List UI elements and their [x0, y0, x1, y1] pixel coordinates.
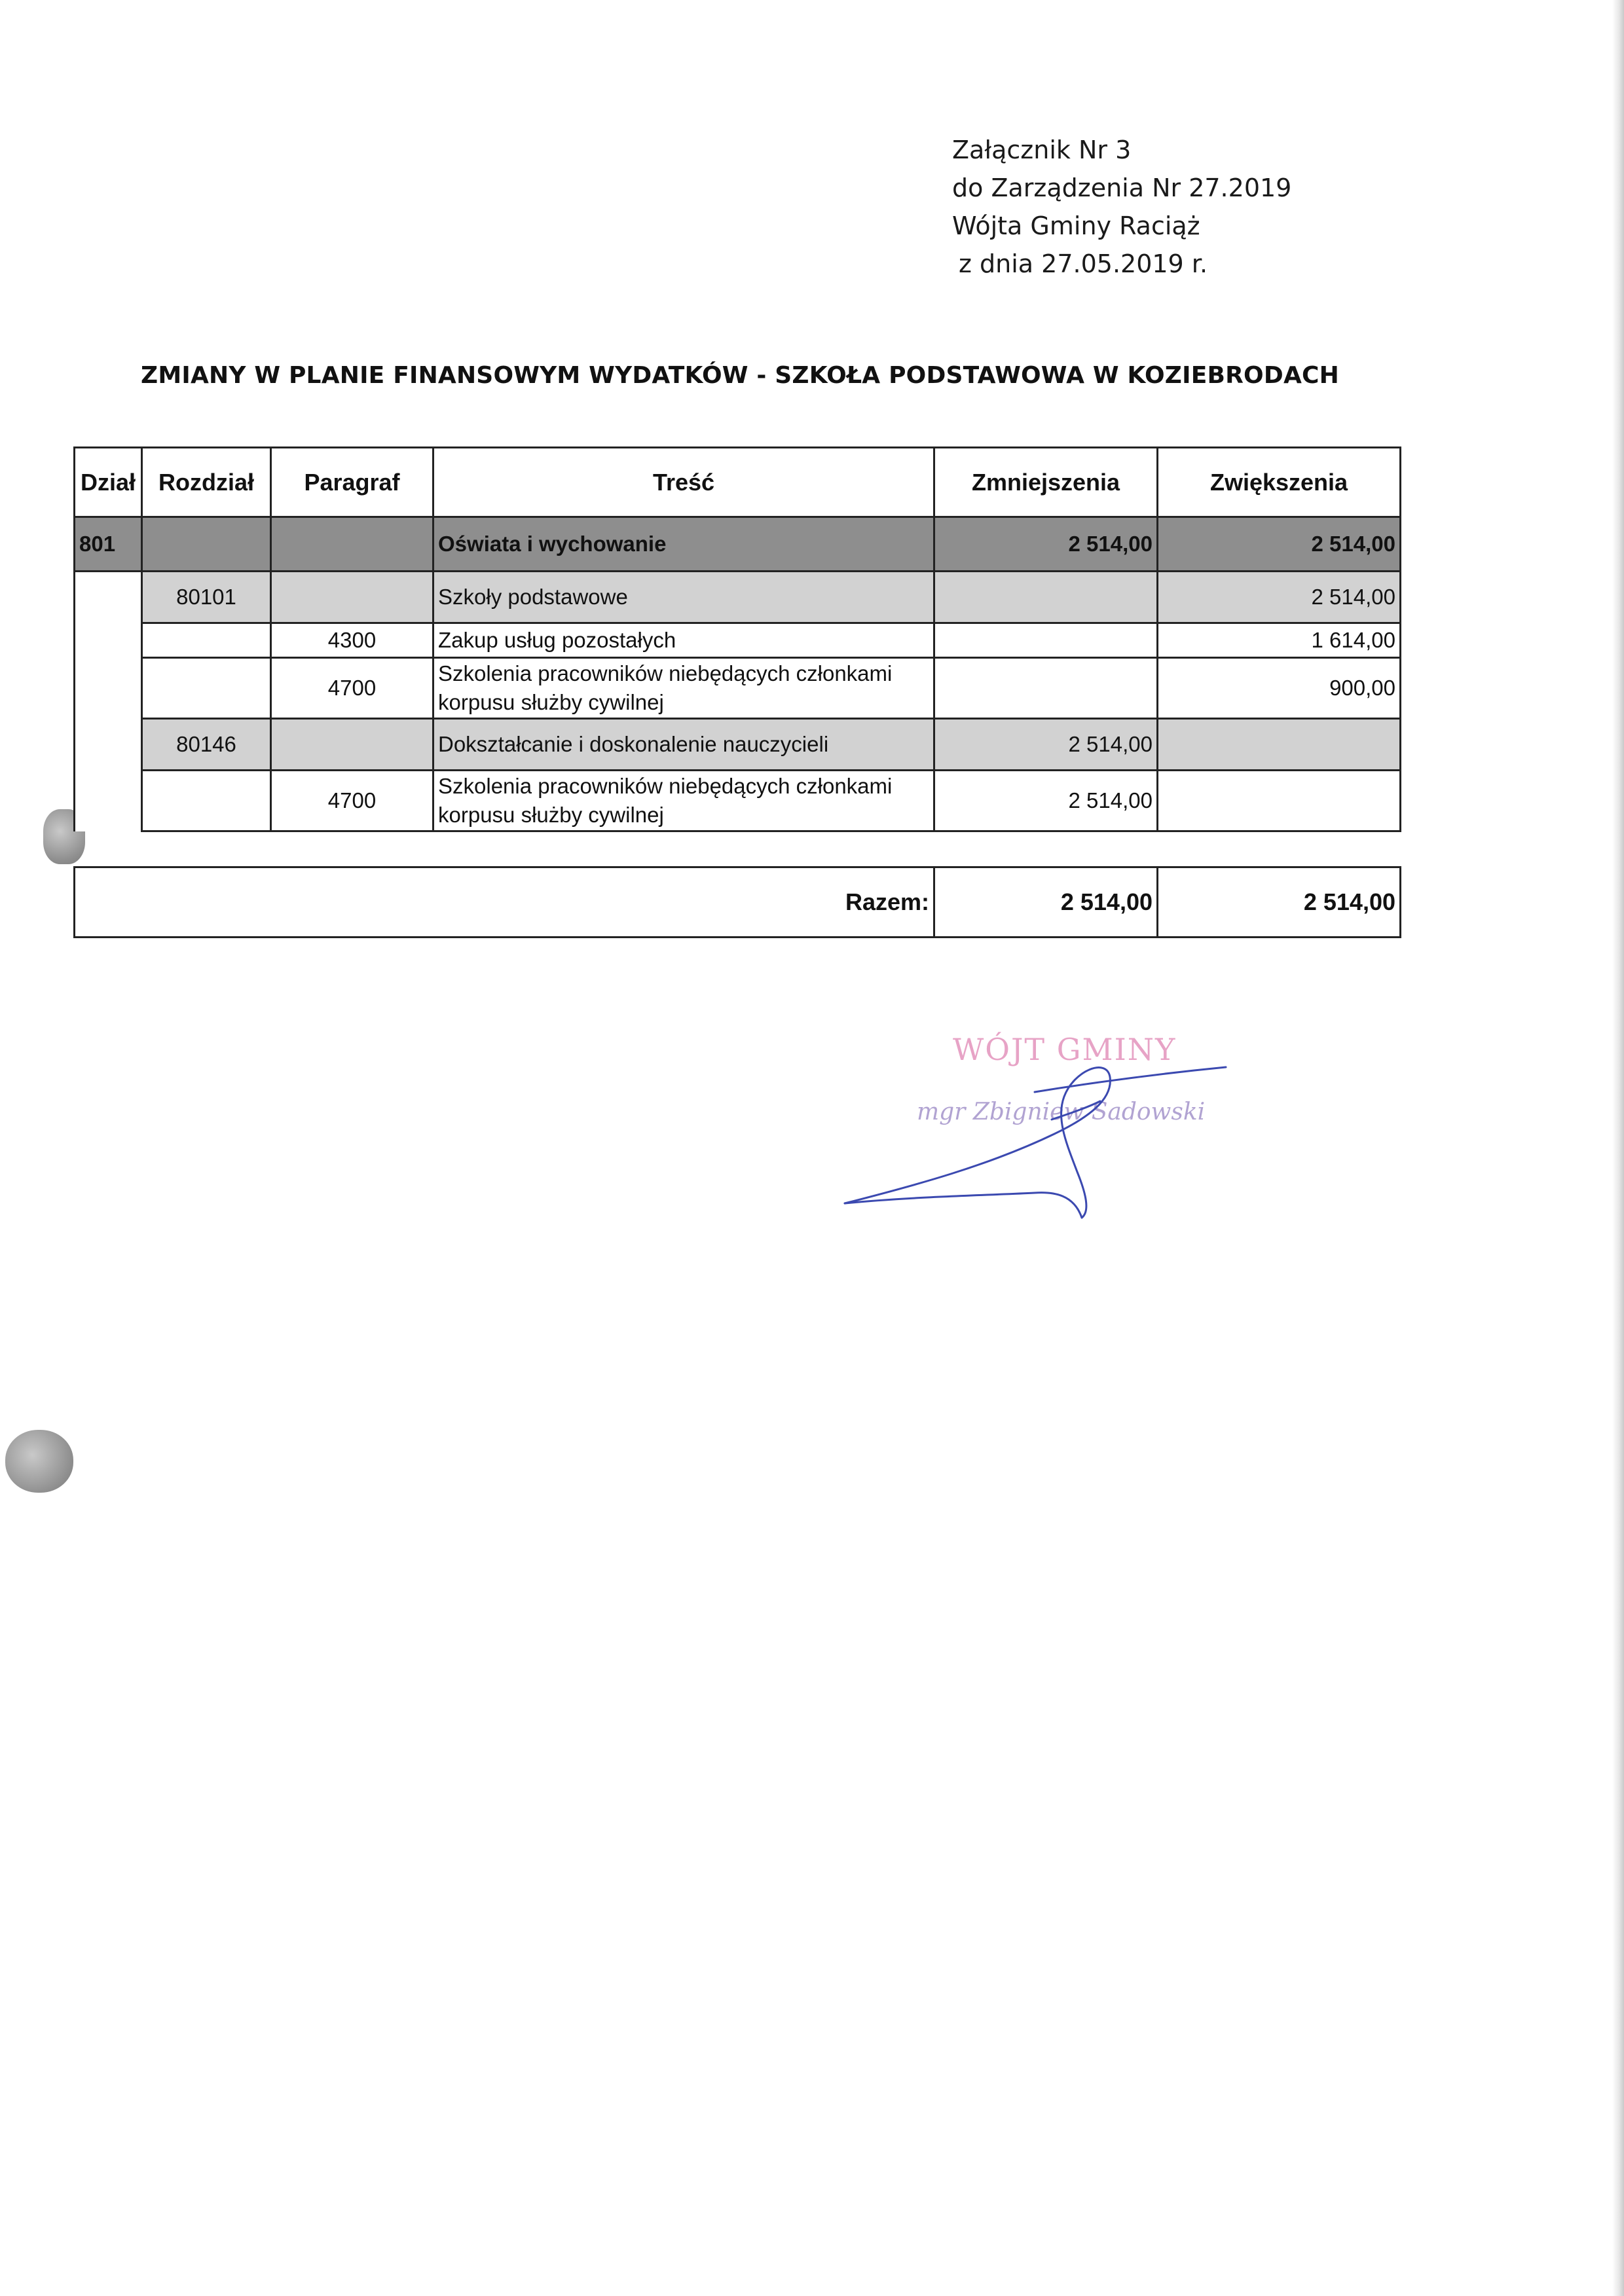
- table-header-row: [75, 448, 1401, 517]
- cell-paragraf: 4300: [271, 623, 434, 658]
- cell-tresc: Zakup usług pozostałych: [434, 623, 934, 658]
- cell-rozdzial: [142, 517, 271, 572]
- header-line-order: do Zarządzenia Nr 27.2019: [952, 173, 1292, 202]
- table-row-paragraf: [75, 658, 1401, 719]
- cell-dzial: [75, 658, 142, 719]
- cell-paragraf: 4700: [271, 658, 434, 719]
- table-row-rozdzial: [75, 572, 1401, 623]
- cell-zwiekszenia: 2 514,00: [1158, 517, 1401, 572]
- handwritten-signature: [838, 1021, 1244, 1231]
- header-line-date: z dnia 27.05.2019 r.: [959, 249, 1208, 278]
- cell-tresc-line2: korpusu służby cywilnej: [438, 690, 664, 714]
- document-title: ZMIANY W PLANIE FINANSOWYM WYDATKÓW - SZKOŁA PODSTAWOWA W KOZIEBRODACH: [141, 362, 1339, 389]
- col-header-zwiekszenia: Zwiększenia: [1158, 448, 1401, 517]
- punch-hole-lower: [5, 1430, 73, 1493]
- cell-zwiekszenia: 900,00: [1158, 658, 1401, 719]
- cell-rozdzial: [142, 623, 271, 658]
- summary-table: [73, 866, 1401, 938]
- cell-tresc-line1: Szkolenia pracowników niebędących członkami: [438, 661, 893, 685]
- header-line-authority: Wójta Gminy Raciąż: [952, 211, 1200, 240]
- summary-zwiekszenia: 2 514,00: [1158, 867, 1401, 938]
- cell-zmniejszenia: [934, 623, 1158, 658]
- col-header-dzial: Dział: [75, 448, 142, 517]
- stamp-title: WÓJT GMINY: [953, 1032, 1177, 1067]
- cell-zwiekszenia: 1 614,00: [1158, 623, 1401, 658]
- cell-tresc: [434, 771, 934, 831]
- cell-tresc: Szkoły podstawowe: [434, 572, 934, 623]
- cell-paragraf: [271, 572, 434, 623]
- cell-zmniejszenia: 2 514,00: [934, 517, 1158, 572]
- scan-edge: [1612, 0, 1624, 2296]
- table-row-dzial: [75, 517, 1401, 572]
- stamp-name: mgr Zbigniew Sadowski: [917, 1099, 1206, 1125]
- col-header-zmniejszenia: Zmniejszenia: [934, 448, 1158, 517]
- summary-row: [75, 867, 1401, 938]
- budget-changes-table: [73, 446, 1401, 832]
- cell-paragraf: [271, 517, 434, 572]
- col-header-tresc: Treść: [434, 448, 934, 517]
- cell-paragraf: 4700: [271, 771, 434, 831]
- cell-paragraf: [271, 719, 434, 771]
- header-line-attachment: Załącznik Nr 3: [952, 136, 1132, 164]
- cell-zwiekszenia: [1158, 771, 1401, 831]
- cell-tresc-line2: korpusu służby cywilnej: [438, 803, 664, 827]
- cell-rozdzial: [142, 658, 271, 719]
- cell-dzial: [75, 719, 142, 771]
- cell-zmniejszenia: 2 514,00: [934, 771, 1158, 831]
- cell-zwiekszenia: 2 514,00: [1158, 572, 1401, 623]
- cell-rozdzial: 80101: [142, 572, 271, 623]
- table-row-paragraf: [75, 623, 1401, 658]
- cell-zmniejszenia: 2 514,00: [934, 719, 1158, 771]
- cell-tresc: Dokształcanie i doskonalenie nauczycieli: [434, 719, 934, 771]
- summary-label: Razem:: [75, 867, 934, 938]
- cell-dzial: [75, 771, 142, 831]
- table-row-rozdzial: [75, 719, 1401, 771]
- col-header-rozdzial: Rozdział: [142, 448, 271, 517]
- table-row-paragraf: [75, 771, 1401, 831]
- summary-zmniejszenia: 2 514,00: [934, 867, 1158, 938]
- cell-tresc: [434, 658, 934, 719]
- cell-dzial: [75, 572, 142, 623]
- cell-rozdzial: 80146: [142, 719, 271, 771]
- cell-tresc-line1: Szkolenia pracowników niebędących członkami: [438, 774, 893, 798]
- attachment-header: [952, 131, 1411, 283]
- cell-zmniejszenia: [934, 658, 1158, 719]
- cell-rozdzial: [142, 771, 271, 831]
- cell-dzial: 801: [75, 517, 142, 572]
- cell-zmniejszenia: [934, 572, 1158, 623]
- cell-tresc: Oświata i wychowanie: [434, 517, 934, 572]
- signature-area: [838, 1021, 1244, 1231]
- col-header-paragraf: Paragraf: [271, 448, 434, 517]
- cell-dzial: [75, 623, 142, 658]
- cell-zwiekszenia: [1158, 719, 1401, 771]
